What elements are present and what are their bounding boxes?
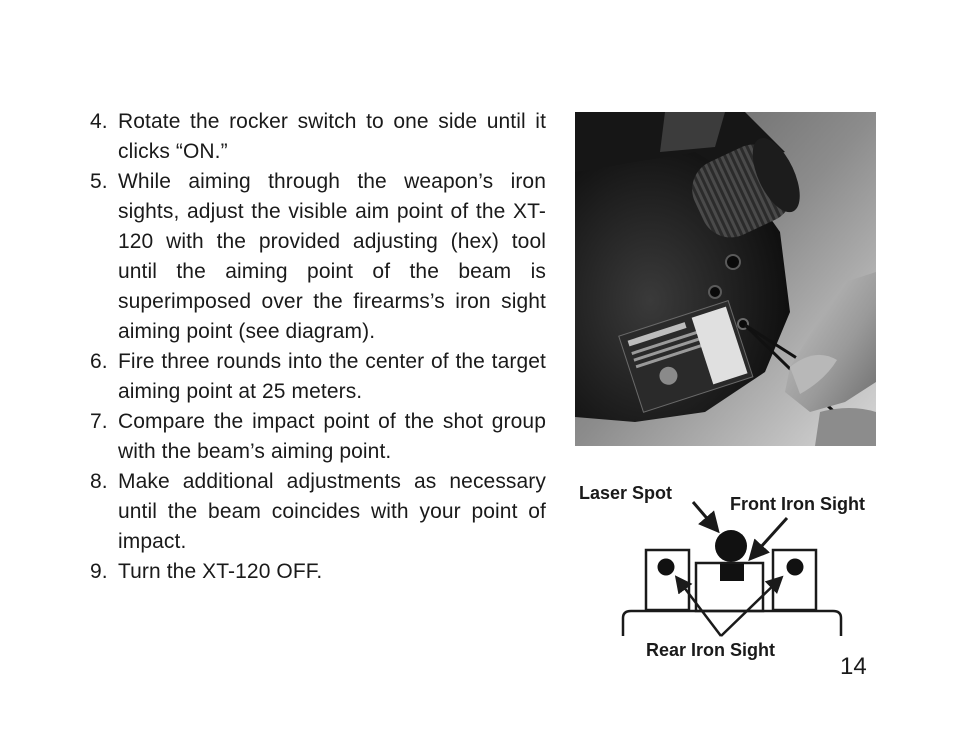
laser-spot-dot [715, 530, 747, 562]
step-number: 6. [90, 350, 108, 373]
page-number: 14 [840, 653, 867, 680]
step-text: While aiming through the weapon’s iron sights, adjust the visible aim point of the XT-120 with the provided adjusting (hex) tool until the aiming point of the beam is superimposed over the firearms’s iron sight aiming point (see diagram). [118, 170, 546, 343]
step-text: Compare the impact point of the shot group with the beam’s aiming point. [118, 410, 546, 463]
rear-sight-bracket [623, 611, 841, 636]
step-text: Turn the XT-120 OFF. [118, 560, 323, 583]
step-text: Fire three rounds into the center of the target aiming point at 25 meters. [118, 350, 546, 403]
adjustment-photo [575, 112, 876, 446]
step-9 [90, 557, 546, 587]
step-4 [90, 107, 546, 167]
sight-alignment-diagram [575, 478, 895, 668]
step-5 [90, 167, 546, 347]
step-number: 7. [90, 410, 108, 433]
laser-spot-label: Laser Spot [579, 483, 673, 503]
step-number: 9. [90, 560, 108, 583]
front-iron-sight-label: Front Iron Sight [730, 494, 865, 514]
rear-iron-sight-label: Rear Iron Sight [646, 640, 776, 660]
step-6 [90, 347, 546, 407]
rear-sight-left-dot [658, 559, 675, 576]
step-7 [90, 407, 546, 467]
instruction-steps [90, 107, 546, 587]
step-8 [90, 467, 546, 557]
step-number: 4. [90, 110, 108, 133]
laser-spot-arrow [693, 502, 717, 530]
step-text: Rotate the rocker switch to one side until it clicks “ON.” [118, 110, 546, 163]
front-sight-post [720, 564, 744, 581]
step-number: 5. [90, 170, 108, 193]
rear-sight-right-dot [787, 559, 804, 576]
step-text: Make additional adjustments as necessary until the beam coincides with your point of impact. [118, 470, 546, 553]
step-number: 8. [90, 470, 108, 493]
